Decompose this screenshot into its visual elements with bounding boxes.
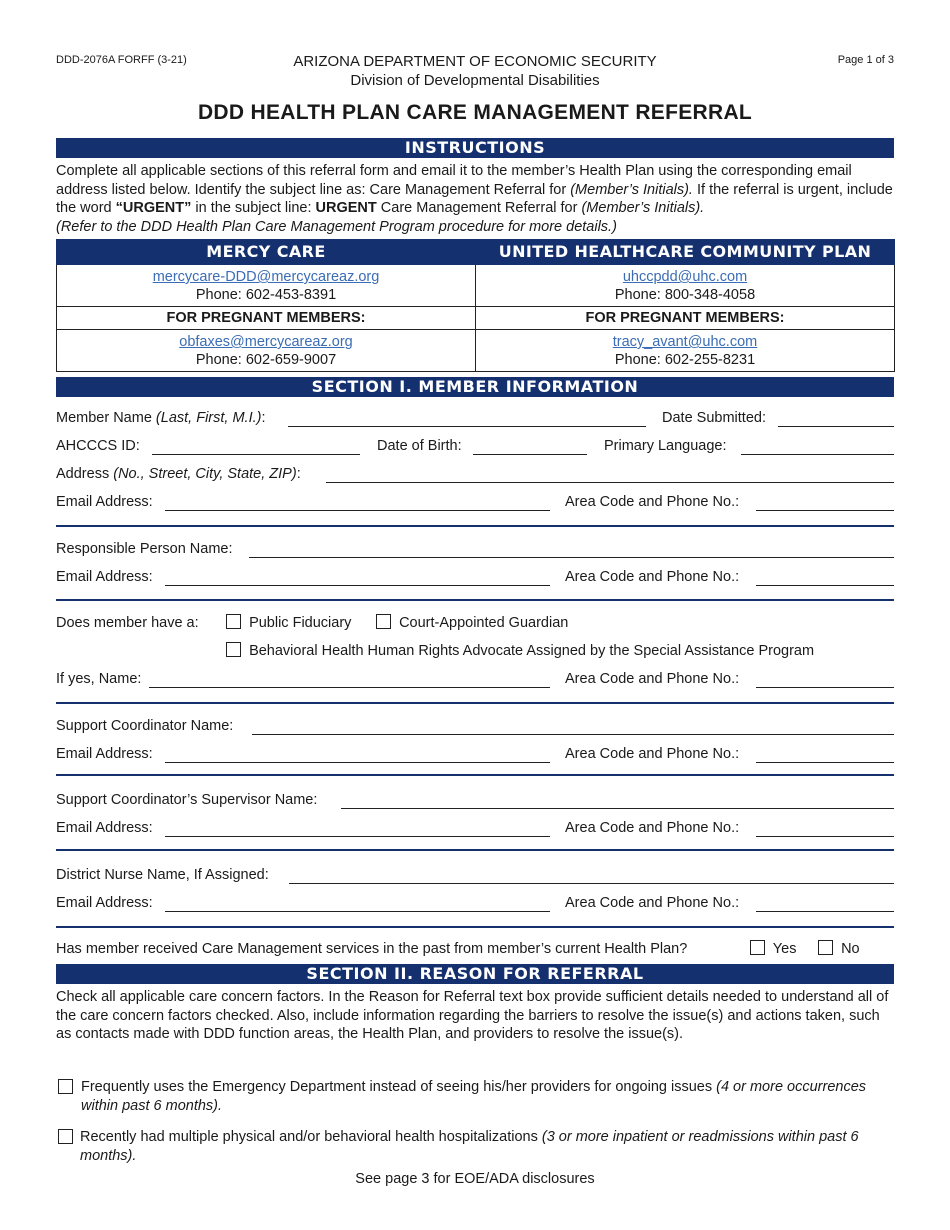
no-checkbox[interactable] — [818, 940, 833, 955]
member-email-field[interactable] — [165, 510, 550, 511]
guardian-row — [56, 614, 894, 634]
court-guardian-option[interactable] — [376, 614, 568, 632]
instructions-part: Care Management Referral for — [376, 200, 582, 216]
nurse-phone-field[interactable] — [756, 911, 894, 912]
instructions-italic: (Member’s Initials). — [581, 200, 705, 216]
sc-phone-field[interactable] — [756, 762, 894, 763]
does-member-have-label: Does member have a: — [56, 615, 199, 631]
past-services-question: Has member received Care Management services in the past from member’s current Health Plan? — [56, 941, 688, 957]
member-name-label — [56, 409, 265, 427]
dob-field[interactable] — [473, 454, 587, 455]
support-coordinator-field[interactable] — [252, 734, 894, 735]
bh-advocate-row — [56, 642, 894, 662]
urgent-word: URGENT — [315, 200, 377, 216]
member-email-row — [56, 493, 894, 513]
member-phone-field[interactable] — [756, 510, 894, 511]
mercy-care-pregnant-label: FOR PREGNANT MEMBERS: — [57, 307, 476, 330]
agency-name: ARIZONA DEPARTMENT OF ECONOMIC SECURITY — [293, 53, 657, 70]
section-divider — [56, 702, 894, 704]
date-submitted-label: Date Submitted: — [662, 410, 766, 426]
if-yes-phone-field[interactable] — [756, 687, 894, 688]
address-row — [56, 465, 894, 485]
uhc-heading: UNITED HEALTHCARE COMMUNITY PLAN — [476, 240, 895, 265]
mercy-care-pregnant-contact — [57, 330, 476, 372]
form-id: DDD-2076A FORFF (3-21) — [56, 54, 187, 66]
phone-label: Area Code and Phone No.: — [565, 820, 740, 836]
supervisor-email-row — [56, 819, 894, 839]
hospitalizations-text — [56, 1128, 896, 1165]
public-fiduciary-option[interactable] — [226, 614, 351, 632]
label-text: Address — [56, 466, 114, 482]
if-yes-name-field[interactable] — [149, 687, 550, 688]
email-label: Email Address: — [56, 569, 153, 585]
label-italic: (Last, First, M.I.) — [155, 410, 262, 426]
bh-advocate-label: Behavioral Health Human Rights Advocate Assigned by the Special Assistance Program — [249, 643, 815, 659]
phone-label: Area Code and Phone No.: — [565, 895, 740, 911]
responsible-person-label: Responsible Person Name: — [56, 541, 233, 557]
hospitalizations-criteria: (3 or more inpatient or readmissions within past 6 months). — [80, 1129, 859, 1164]
public-fiduciary-label: Public Fiduciary — [249, 615, 352, 631]
mercy-care-phone: Phone: 602-453-8391 — [195, 287, 337, 303]
referral-item-ed-use — [56, 1078, 896, 1115]
instructions-italic: (Member’s Initials). — [570, 181, 693, 198]
if-yes-name-label: If yes, Name: — [56, 671, 142, 687]
responsible-person-row — [56, 540, 894, 560]
support-coordinator-row — [56, 717, 894, 737]
court-guardian-checkbox[interactable] — [376, 614, 391, 629]
uhc-phone: Phone: 800-348-4058 — [614, 287, 756, 303]
mercy-care-pregnant-phone: Phone: 602-659-9007 — [195, 352, 337, 368]
ed-use-criteria: (4 or more occurrences within past 6 months). — [81, 1079, 867, 1114]
label-colon: : — [296, 466, 301, 482]
referral-item-hospitalizations — [56, 1128, 896, 1165]
label-text: Member Name — [56, 410, 156, 426]
responsible-email-row — [56, 568, 894, 588]
yes-label: Yes — [772, 941, 797, 957]
urgent-word: “URGENT” — [115, 200, 192, 216]
supervisor-row — [56, 791, 894, 811]
district-nurse-field[interactable] — [289, 883, 894, 884]
address-field[interactable] — [326, 482, 894, 483]
instructions-part: If the referral is urgent, include the word — [56, 181, 893, 216]
past-services-yes-option[interactable] — [750, 940, 796, 958]
date-submitted-field[interactable] — [778, 426, 894, 427]
supervisor-field[interactable] — [341, 808, 894, 809]
ahcccs-id-field[interactable] — [152, 454, 360, 455]
instructions-text — [56, 162, 896, 236]
form-title: DDD HEALTH PLAN CARE MANAGEMENT REFERRAL — [197, 101, 753, 124]
if-yes-row — [56, 670, 894, 690]
past-services-no-option[interactable] — [818, 940, 860, 958]
email-label: Email Address: — [56, 895, 153, 911]
bh-advocate-checkbox[interactable] — [226, 642, 241, 657]
responsible-phone-field[interactable] — [756, 585, 894, 586]
email-label: Email Address: — [56, 494, 153, 510]
instructions-reference: (Refer to the DDD Health Plan Care Management Program procedure for more details.) — [56, 218, 617, 235]
member-name-row — [56, 409, 894, 429]
sc-email-field[interactable] — [165, 762, 550, 763]
page-number: Page 1 of 3 — [837, 54, 894, 66]
district-nurse-label: District Nurse Name, If Assigned: — [56, 867, 269, 883]
footer-disclosure: See page 3 for EOE/ADA disclosures — [355, 1171, 595, 1187]
phone-label: Area Code and Phone No.: — [565, 494, 740, 510]
nurse-email-field[interactable] — [165, 911, 550, 912]
nurse-email-row — [56, 894, 894, 914]
dob-label: Date of Birth: — [377, 438, 462, 454]
mercy-care-pregnant-email-link[interactable]: obfaxes@mercycareaz.org — [179, 334, 353, 350]
instructions-part: Complete all applicable sections of this referral form and email it to the member’s Health Plan using the corresponding email address listed below. Identify the subject line as: Care Management Referral for — [56, 163, 852, 198]
phone-label: Area Code and Phone No.: — [565, 569, 740, 585]
primary-language-label: Primary Language: — [604, 438, 727, 454]
past-services-row — [56, 940, 894, 960]
section-divider — [56, 599, 894, 601]
member-name-field[interactable] — [288, 426, 646, 427]
sc-email-row — [56, 745, 894, 765]
email-label: Email Address: — [56, 746, 153, 762]
hospitalizations-checkbox[interactable] — [58, 1129, 73, 1144]
instructions-heading: INSTRUCTIONS — [56, 138, 894, 158]
uhc-pregnant-label: FOR PREGNANT MEMBERS: — [476, 307, 895, 330]
phone-label: Area Code and Phone No.: — [565, 746, 740, 762]
ed-use-checkbox[interactable] — [58, 1079, 73, 1094]
phone-label: Area Code and Phone No.: — [565, 671, 740, 687]
uhc-pregnant-contact — [476, 330, 895, 372]
support-coordinator-label: Support Coordinator Name: — [56, 718, 234, 734]
primary-language-field[interactable] — [741, 454, 894, 455]
section-divider — [56, 849, 894, 851]
section2-heading: SECTION II. REASON FOR REFERRAL — [56, 964, 894, 984]
responsible-person-field[interactable] — [249, 557, 894, 558]
bh-advocate-option[interactable] — [226, 642, 814, 660]
court-guardian-label: Court-Appointed Guardian — [399, 615, 569, 631]
section-divider — [56, 525, 894, 527]
uhc-contact — [476, 265, 895, 307]
supervisor-phone-field[interactable] — [756, 836, 894, 837]
ahcccs-row — [56, 437, 894, 457]
yes-checkbox[interactable] — [750, 940, 765, 955]
mercy-care-heading: MERCY CARE — [57, 240, 476, 265]
ahcccs-id-label: AHCCCS ID: — [56, 438, 140, 454]
section2-intro: Check all applicable care concern factors. In the Reason for Referral text box provide sufficient details needed to understand all of the care concern factors checked. Also, include information regarding the barriers to resolve the issue(s) and actions taken, such as contacts made with DDD function areas, the Health Plan, and providers to resolve the issue(s). — [56, 989, 889, 1042]
ed-use-label: Frequently uses the Emergency Department instead of seeing his/her providers for ongoing issues — [81, 1079, 717, 1095]
district-nurse-row — [56, 866, 894, 886]
section1-heading: SECTION I. MEMBER INFORMATION — [56, 377, 894, 397]
label-italic: (No., Street, City, State, ZIP) — [113, 466, 297, 482]
section-divider — [56, 774, 894, 776]
address-label — [56, 465, 301, 483]
uhc-pregnant-email-link[interactable]: tracy_avant@uhc.com — [612, 334, 758, 350]
ed-use-text — [56, 1078, 896, 1115]
responsible-email-field[interactable] — [165, 585, 550, 586]
mercy-care-email-link[interactable]: mercycare-DDD@mercycareaz.org — [152, 269, 380, 285]
label-colon: : — [261, 410, 266, 426]
instructions-part: in the subject line: — [191, 200, 316, 216]
mercy-care-contact — [57, 265, 476, 307]
uhc-email-link[interactable]: uhccpdd@uhc.com — [622, 269, 748, 285]
public-fiduciary-checkbox[interactable] — [226, 614, 241, 629]
supervisor-label: Support Coordinator’s Supervisor Name: — [56, 792, 318, 808]
section-divider — [56, 926, 894, 928]
hospitalizations-label: Recently had multiple physical and/or behavioral health hospitalizations — [80, 1129, 542, 1145]
uhc-pregnant-phone: Phone: 602-255-8231 — [614, 352, 756, 368]
no-label: No — [841, 941, 860, 957]
health-plans-table — [56, 239, 895, 372]
supervisor-email-field[interactable] — [165, 836, 550, 837]
email-label: Email Address: — [56, 820, 153, 836]
division-name: Division of Developmental Disabilities — [350, 72, 600, 89]
